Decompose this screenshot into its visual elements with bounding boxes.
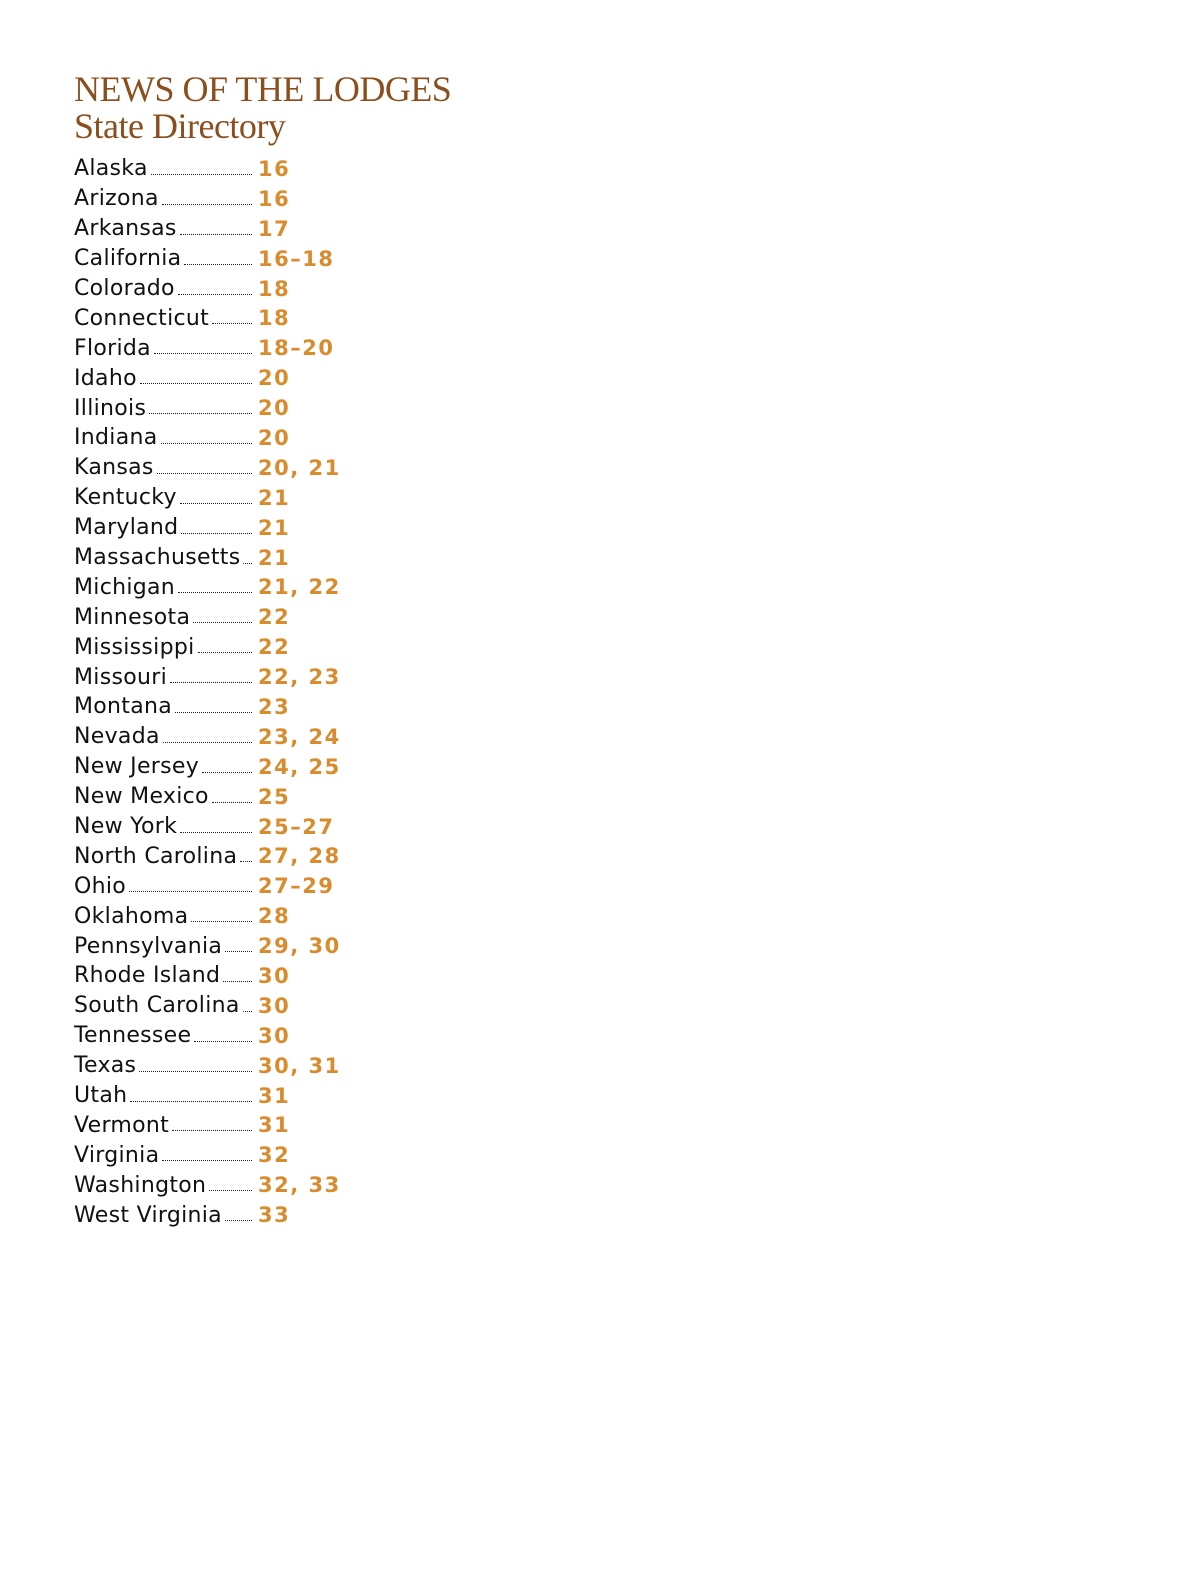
directory-entry (74, 752, 394, 782)
state-name: Maryland (74, 515, 179, 541)
page-numbers: 30 (258, 963, 291, 988)
dot-leader (240, 861, 252, 862)
state-name: West Virginia (74, 1202, 222, 1228)
state-name: Massachusetts (74, 545, 241, 571)
dot-leader (178, 592, 252, 593)
directory-entry (74, 333, 394, 363)
page-numbers: 16 (258, 156, 291, 181)
state-name: New Jersey (74, 754, 200, 780)
dot-leader (193, 622, 252, 623)
dot-leader (198, 652, 252, 653)
page-numbers: 16 (258, 186, 291, 211)
directory-entry (74, 1200, 394, 1230)
page-numbers: 20 (258, 366, 291, 391)
page-numbers: 21, 22 (258, 575, 341, 600)
directory-entry (74, 692, 394, 722)
directory-entry (74, 513, 394, 543)
dot-leader (140, 383, 252, 384)
state-name: Oklahoma (74, 903, 189, 929)
page-title: NEWS OF THE LODGES (74, 69, 452, 109)
page-numbers: 16–18 (258, 246, 335, 271)
page-numbers: 32 (258, 1143, 291, 1168)
state-name: Montana (74, 694, 173, 720)
directory-entry (74, 722, 394, 752)
directory-entry (74, 662, 394, 692)
state-name: Kansas (74, 455, 154, 481)
page-numbers: 30 (258, 993, 291, 1018)
dot-leader (129, 891, 252, 892)
state-directory-list (74, 154, 394, 1230)
state-name: Nevada (74, 724, 160, 750)
dot-leader (162, 204, 252, 205)
state-name: Michigan (74, 574, 176, 600)
page-numbers: 20 (258, 425, 291, 450)
dot-leader (243, 1011, 252, 1012)
dot-leader (139, 1071, 252, 1072)
dot-leader (181, 533, 252, 534)
state-name: Utah (74, 1083, 128, 1109)
page-numbers: 31 (258, 1083, 291, 1108)
state-name: Alaska (74, 156, 148, 182)
dot-leader (209, 1190, 252, 1191)
dot-leader (172, 1130, 252, 1131)
state-name: Vermont (74, 1112, 170, 1138)
page-numbers: 21 (258, 545, 291, 570)
state-name: Missouri (74, 664, 167, 690)
directory-entry (74, 1051, 394, 1081)
page-numbers: 33 (258, 1203, 291, 1228)
page-numbers: 23 (258, 694, 291, 719)
state-name: South Carolina (74, 993, 240, 1019)
state-name: Washington (74, 1172, 207, 1198)
dot-leader (157, 473, 252, 474)
directory-entry (74, 572, 394, 602)
page-numbers: 18–20 (258, 336, 335, 361)
page-numbers: 20 (258, 396, 291, 421)
dot-leader (163, 742, 252, 743)
dot-leader (223, 981, 252, 982)
page-numbers: 18 (258, 306, 291, 331)
page-numbers: 18 (258, 276, 291, 301)
dot-leader (212, 323, 252, 324)
state-name: Kentucky (74, 485, 177, 511)
state-name: Mississippi (74, 634, 195, 660)
directory-entry (74, 782, 394, 812)
page-numbers: 20, 21 (258, 455, 341, 480)
page-numbers: 31 (258, 1113, 291, 1138)
dot-leader (175, 712, 252, 713)
directory-entry (74, 274, 394, 304)
directory-entry (74, 871, 394, 901)
state-name: California (74, 246, 182, 272)
dot-leader (180, 503, 252, 504)
dot-leader (178, 294, 252, 295)
dot-leader (202, 772, 252, 773)
state-name: Florida (74, 335, 151, 361)
page-numbers: 25 (258, 784, 291, 809)
page-numbers: 22 (258, 635, 291, 660)
page-numbers: 29, 30 (258, 934, 341, 959)
dot-leader (184, 264, 252, 265)
directory-entry (74, 184, 394, 214)
directory-entry (74, 841, 394, 871)
directory-entry (74, 154, 394, 184)
state-name: Ohio (74, 873, 127, 899)
directory-entry (74, 1111, 394, 1141)
dot-leader (149, 413, 252, 414)
state-name: Tennessee (74, 1023, 192, 1049)
state-name: Connecticut (74, 305, 210, 331)
directory-entry (74, 1021, 394, 1051)
directory-entry (74, 363, 394, 393)
directory-header (74, 70, 451, 144)
page-numbers: 17 (258, 216, 291, 241)
dot-leader (194, 1041, 252, 1042)
state-name: Colorado (74, 276, 175, 301)
page-numbers: 25–27 (258, 814, 335, 839)
dot-leader (243, 563, 252, 564)
directory-entry (74, 1140, 394, 1170)
page-numbers: 27, 28 (258, 844, 341, 869)
directory-entry (74, 1170, 394, 1200)
directory-entry (74, 812, 394, 842)
state-name: Pennsylvania (74, 933, 223, 959)
directory-entry (74, 483, 394, 513)
page-numbers: 32, 33 (258, 1173, 341, 1198)
directory-entry (74, 214, 394, 244)
dot-leader (151, 174, 252, 175)
page-numbers: 28 (258, 904, 291, 929)
dot-leader (180, 234, 252, 235)
directory-entry (74, 303, 394, 333)
directory-entry (74, 901, 394, 931)
dot-leader (180, 832, 252, 833)
state-name: Minnesota (74, 604, 191, 630)
directory-entry (74, 961, 394, 991)
state-name: Virginia (74, 1142, 160, 1168)
directory-entry (74, 244, 394, 274)
directory-entry (74, 991, 394, 1021)
dot-leader (161, 443, 252, 444)
dot-leader (154, 353, 252, 354)
state-name: Texas (74, 1053, 137, 1079)
directory-entry (74, 602, 394, 632)
directory-entry (74, 1081, 394, 1111)
page-numbers: 30, 31 (258, 1053, 341, 1078)
directory-entry (74, 632, 394, 662)
state-name: New York (74, 814, 178, 840)
dot-leader (225, 1220, 252, 1221)
page-numbers: 24, 25 (258, 754, 341, 779)
directory-entry (74, 423, 394, 453)
page-numbers: 22, 23 (258, 665, 341, 690)
directory-entry (74, 393, 394, 423)
state-name: Rhode Island (74, 963, 221, 989)
state-name: New Mexico (74, 784, 209, 810)
dot-leader (212, 802, 252, 803)
state-name: Arizona (74, 186, 159, 212)
dot-leader (170, 682, 252, 683)
page-numbers: 23, 24 (258, 724, 341, 749)
page-numbers: 21 (258, 515, 291, 540)
dot-leader (191, 921, 252, 922)
state-name: North Carolina (74, 843, 238, 869)
page-numbers: 27–29 (258, 874, 335, 899)
dot-leader (162, 1160, 252, 1161)
page-numbers: 22 (258, 605, 291, 630)
state-name: Illinois (74, 395, 147, 421)
directory-entry (74, 931, 394, 961)
dot-leader (130, 1101, 252, 1102)
state-name: Idaho (74, 365, 137, 391)
state-name: Indiana (74, 425, 158, 451)
dot-leader (225, 951, 252, 952)
directory-entry (74, 453, 394, 483)
page-subtitle: State Directory (74, 106, 286, 146)
state-name: Arkansas (74, 216, 177, 242)
directory-entry (74, 543, 394, 573)
page-numbers: 21 (258, 485, 291, 510)
page-numbers: 30 (258, 1023, 291, 1048)
